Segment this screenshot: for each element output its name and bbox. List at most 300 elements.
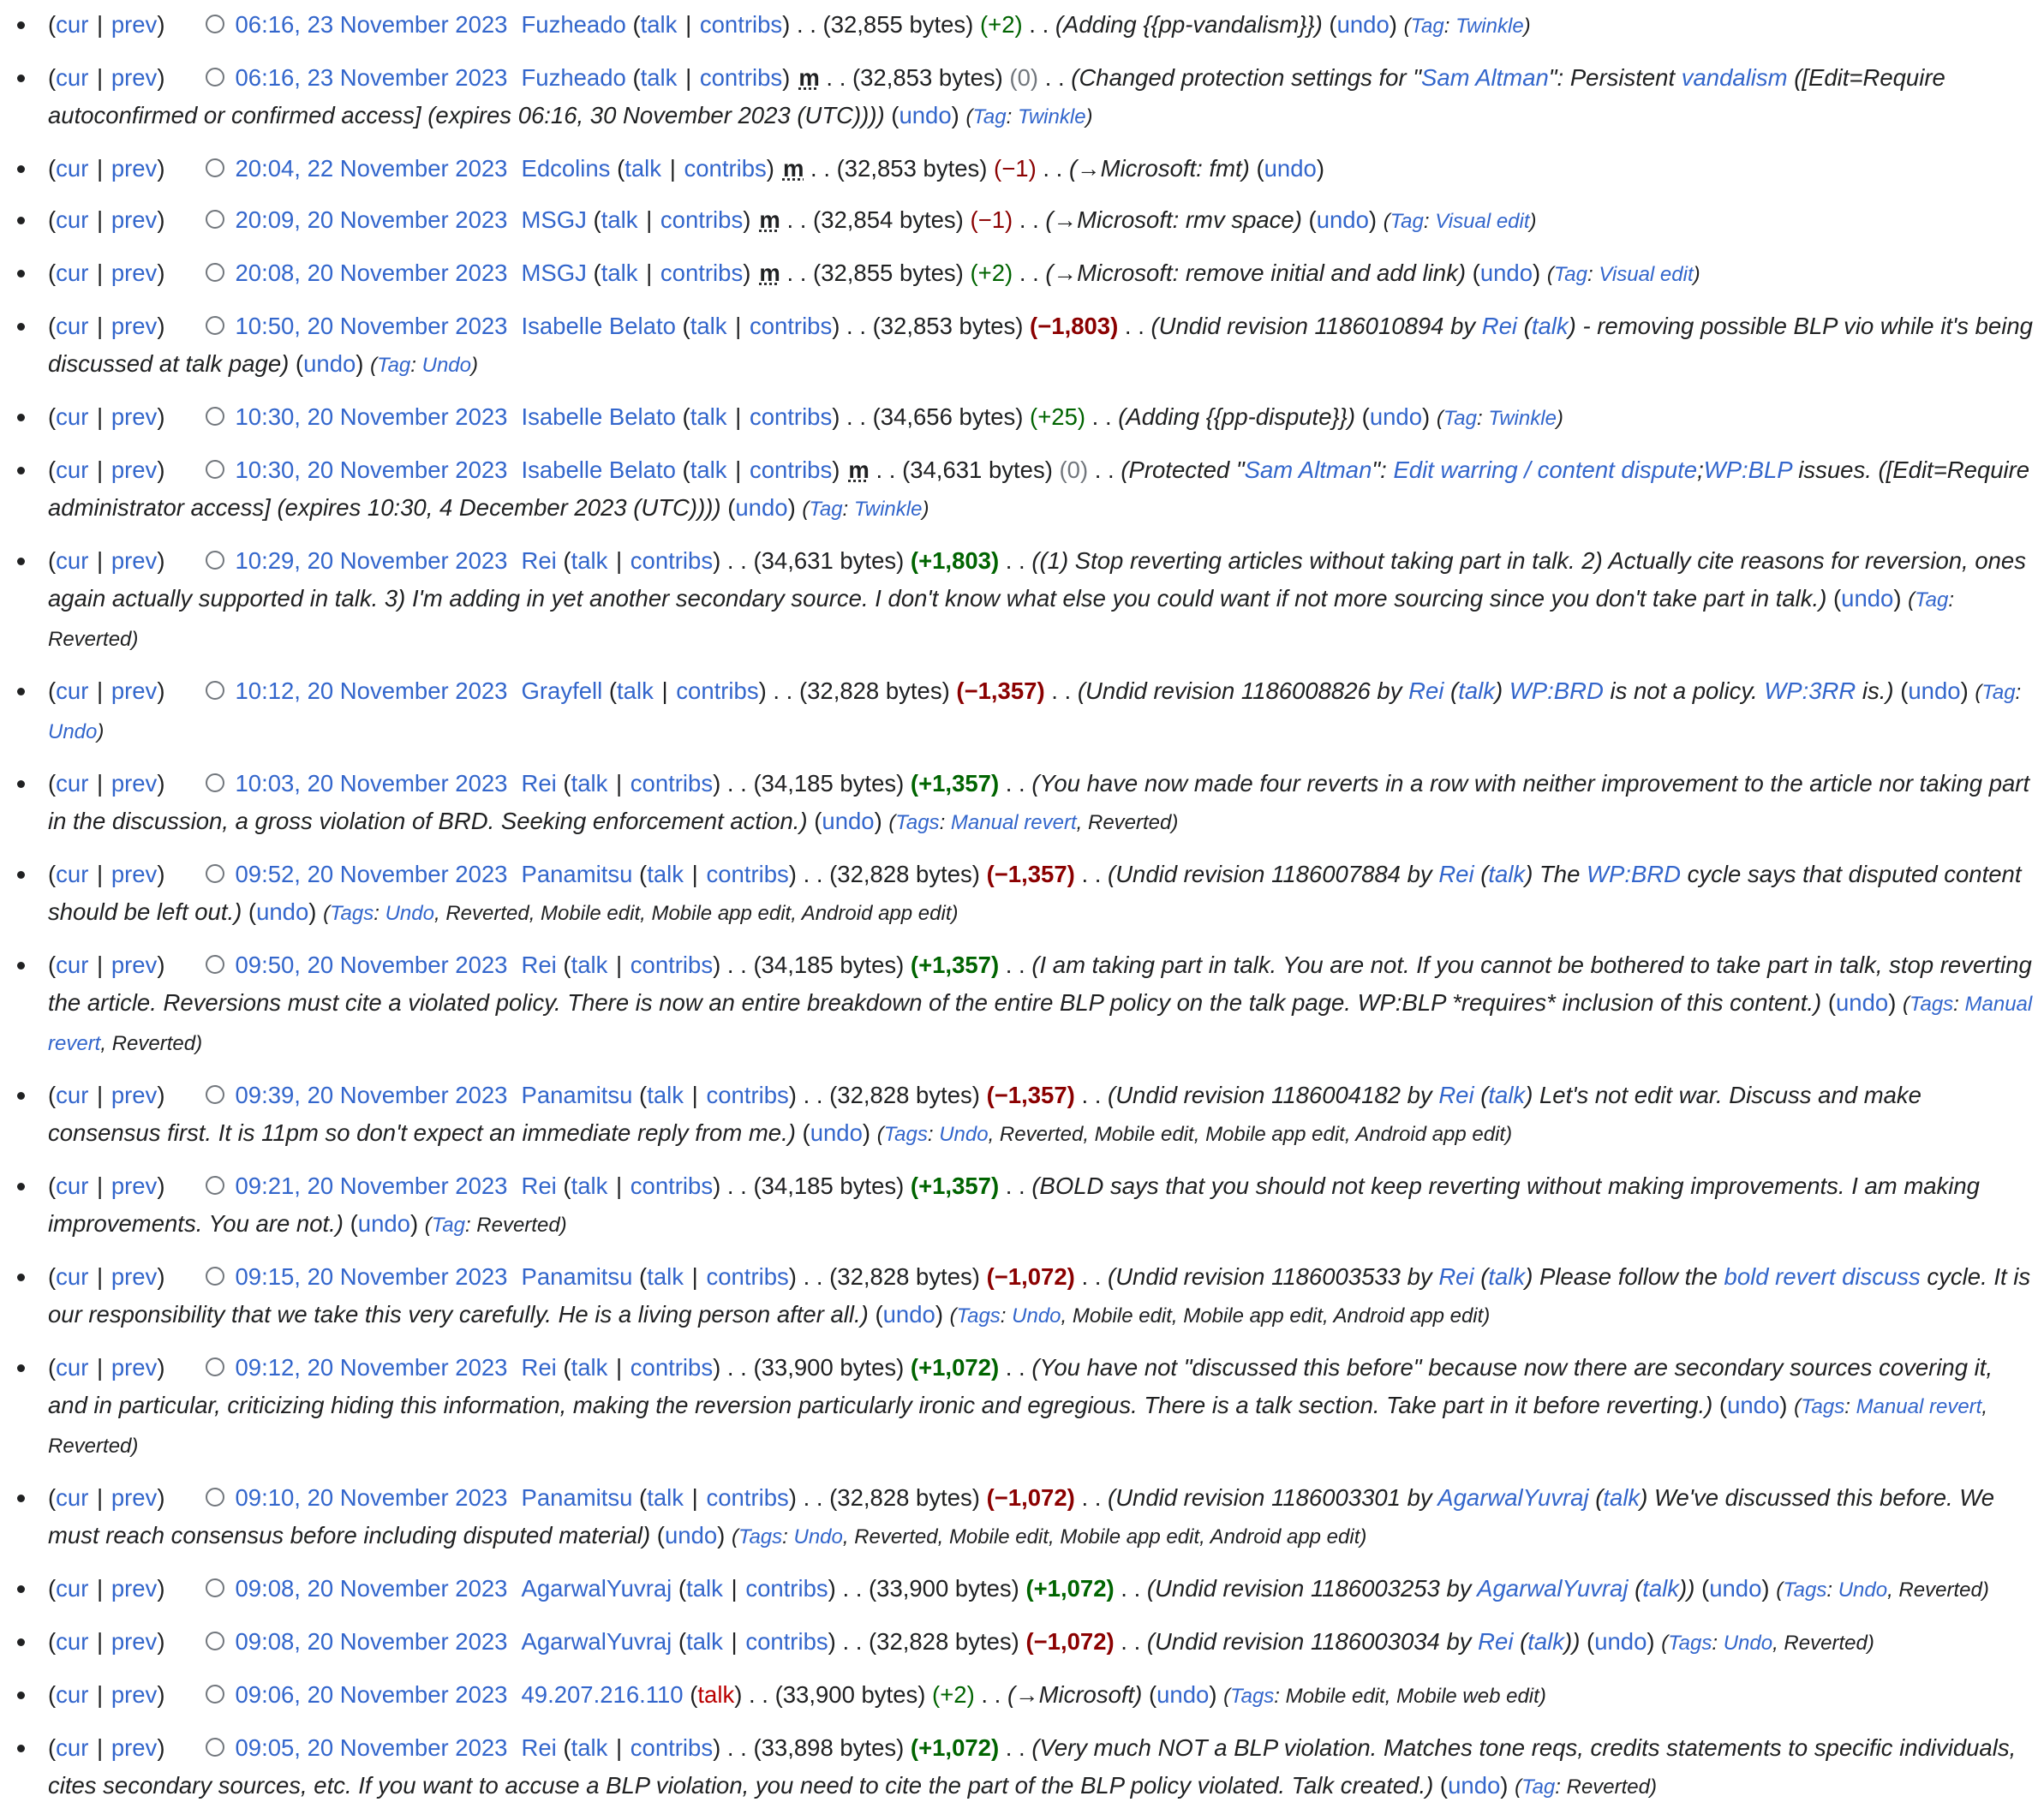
tag-link[interactable]: Undo <box>48 720 98 743</box>
cur-link[interactable]: cur <box>56 952 89 978</box>
undo-link[interactable]: undo <box>357 1210 410 1237</box>
undo-link[interactable]: undo <box>256 898 309 925</box>
revision-tags: (Tags: Undo, Reverted, Mobile edit, Mobile app edit, Android app edit) <box>323 902 959 925</box>
separator: | <box>616 1734 623 1761</box>
revision-select-radio[interactable] <box>206 407 224 426</box>
cur-link[interactable]: cur <box>56 1681 89 1708</box>
tag-link[interactable]: Twinkle <box>1017 105 1086 128</box>
prev-link[interactable]: prev <box>111 1575 158 1602</box>
size-diff-value: 0 <box>1017 64 1031 91</box>
user-link[interactable]: Fuzheado <box>521 64 626 91</box>
size-diff: (−1,357) <box>956 677 1045 704</box>
cur-link[interactable]: cur <box>56 1354 89 1381</box>
revision-date-link[interactable]: 09:21, 20 November 2023 <box>235 1173 508 1199</box>
prev-link[interactable]: prev <box>111 1354 158 1381</box>
revision-date-link[interactable]: 10:30, 20 November 2023 <box>235 403 508 430</box>
separator: | <box>97 1734 104 1761</box>
summary-text: →Microsoft <box>1015 1681 1135 1708</box>
tags-label-link[interactable]: Tags <box>1668 1632 1712 1655</box>
separator: | <box>97 770 104 797</box>
user-contribs-link[interactable]: contribs <box>749 403 833 430</box>
summary-text: →Microsoft: rmv space <box>1053 206 1294 233</box>
separator: | <box>97 861 104 887</box>
tag-link[interactable]: Undo <box>1838 1578 1888 1602</box>
cur-link[interactable]: cur <box>56 64 89 91</box>
user-contribs-link[interactable]: contribs <box>630 952 714 978</box>
revision-select-radio[interactable] <box>206 864 224 883</box>
prev-link[interactable]: prev <box>111 313 158 339</box>
user-contribs-link[interactable]: contribs <box>749 456 833 483</box>
undo-link[interactable]: undo <box>1841 585 1894 612</box>
prev-link[interactable]: prev <box>111 952 158 978</box>
tags-label-link[interactable]: Tag <box>809 498 843 521</box>
undo-link[interactable]: undo <box>1479 260 1533 286</box>
revision-date-link[interactable]: 20:09, 20 November 2023 <box>235 206 508 233</box>
user-link[interactable]: MSGJ <box>521 260 587 286</box>
user-talk-link[interactable]: talk <box>690 456 727 483</box>
revision-date-link[interactable]: 20:08, 20 November 2023 <box>235 260 508 286</box>
minor-edit-marker: m <box>848 456 870 483</box>
separator: | <box>685 11 692 38</box>
size-diff-value: −1,803 <box>1037 313 1111 339</box>
revision-date-link[interactable]: 10:30, 20 November 2023 <box>235 456 508 483</box>
prev-link[interactable]: prev <box>111 677 158 704</box>
user-contribs-link[interactable]: contribs <box>706 1082 789 1108</box>
user-link[interactable]: Rei <box>521 547 557 574</box>
prev-link[interactable]: prev <box>111 770 158 797</box>
tag-link[interactable]: Undo <box>1012 1304 1061 1328</box>
user-link[interactable]: Rei <box>521 952 557 978</box>
user-link[interactable]: Rei <box>521 1173 557 1199</box>
tag-link[interactable]: Twinkle <box>853 498 923 521</box>
user-talk-link[interactable]: talk <box>601 260 638 286</box>
undo-link[interactable]: undo <box>735 494 788 521</box>
edit-summary: ((1) Stop reverting articles without taking part in talk. 2) Actually cite reasons for reversion, ones again actually supported in talk. 3) I'm adding in yet another secondary source. I don't know what else you could want if not more sourcing since you don't take part in talk.) <box>48 547 2026 612</box>
undo-link[interactable]: undo <box>1369 403 1423 430</box>
revision-select-radio[interactable] <box>206 1578 224 1597</box>
user-link[interactable]: Isabelle Belato <box>521 313 676 339</box>
undo-link[interactable]: undo <box>810 1119 863 1146</box>
minor-edit-marker: m <box>782 155 804 182</box>
undo-link[interactable]: undo <box>1836 989 1889 1016</box>
tags-label-link[interactable]: Tag <box>377 354 411 377</box>
size-diff: (−1,357) <box>986 861 1075 887</box>
summary-text: cycle. It is our responsibility that we take this very carefully. He is a living person after all. <box>48 1263 2031 1328</box>
user-talk-link[interactable]: talk <box>640 11 678 38</box>
revision-date-link[interactable]: 09:12, 20 November 2023 <box>235 1354 508 1381</box>
user-talk-link[interactable]: talk <box>647 1082 684 1108</box>
summary-link[interactable]: talk <box>1488 1263 1526 1290</box>
user-contribs-link[interactable]: contribs <box>706 1263 789 1290</box>
user-contribs-link[interactable]: contribs <box>630 547 714 574</box>
revision-date-link[interactable]: 20:04, 22 November 2023 <box>235 155 508 182</box>
tags-label-link[interactable]: Tag <box>1915 588 1949 612</box>
prev-link[interactable]: prev <box>111 11 158 38</box>
summary-link[interactable]: WP:BRD <box>1587 861 1682 887</box>
prev-link[interactable]: prev <box>111 1082 158 1108</box>
user-link[interactable]: Rei <box>521 770 557 797</box>
summary-link[interactable]: Rei <box>1478 1628 1514 1655</box>
user-talk-link[interactable]: talk <box>640 64 678 91</box>
summary-text: Undid revision 1186004182 by <box>1115 1082 1439 1108</box>
summary-link[interactable]: Rei <box>1438 861 1474 887</box>
user-link[interactable]: Panamitsu <box>521 1484 633 1511</box>
undo-link[interactable]: undo <box>1908 677 1961 704</box>
tag-text: Mobile edit <box>1072 1304 1172 1328</box>
cur-link[interactable]: cur <box>56 403 89 430</box>
revision-date-link[interactable]: 09:39, 20 November 2023 <box>235 1082 508 1108</box>
user-talk-link[interactable]: talk <box>690 403 727 430</box>
user-link[interactable]: 49.207.216.110 <box>521 1681 684 1708</box>
cur-link[interactable]: cur <box>56 861 89 887</box>
user-link[interactable]: AgarwalYuvraj <box>521 1575 672 1602</box>
separator: | <box>691 1263 698 1290</box>
page-size: (32,853 bytes) <box>872 313 1024 339</box>
undo-link[interactable]: undo <box>1316 206 1369 233</box>
revision-select-radio[interactable] <box>206 1085 224 1104</box>
user-link[interactable]: Isabelle Belato <box>521 403 676 430</box>
user-contribs-link[interactable]: contribs <box>630 1734 714 1761</box>
tag-link[interactable]: Manual revert <box>1856 1395 1982 1418</box>
prev-link[interactable]: prev <box>111 1263 158 1290</box>
summary-link[interactable]: Rei <box>1481 313 1518 339</box>
undo-link[interactable]: undo <box>1709 1575 1762 1602</box>
tag-link[interactable]: Undo <box>939 1123 989 1146</box>
summary-link[interactable]: WP:3RR <box>1764 677 1856 704</box>
prev-link[interactable]: prev <box>111 1681 158 1708</box>
revision-date-link[interactable]: 10:29, 20 November 2023 <box>235 547 508 574</box>
revision-select-radio[interactable] <box>206 460 224 479</box>
cur-link[interactable]: cur <box>56 456 89 483</box>
user-link[interactable]: Edcolins <box>521 155 611 182</box>
edit-summary: (Undid revision 1186003533 by Rei (talk) Please follow the bold revert discuss cycle. It is our responsibility that we take this very carefully. He is a living person after all.) <box>48 1263 2031 1328</box>
tag-link[interactable]: Twinkle <box>1488 407 1557 430</box>
tags-label-link[interactable]: Tags <box>956 1304 1001 1328</box>
user-link[interactable]: AgarwalYuvraj <box>521 1628 672 1655</box>
user-contribs-link[interactable]: contribs <box>699 64 783 91</box>
revision-date-link[interactable]: 06:16, 23 November 2023 <box>235 11 508 38</box>
tags-label-link[interactable]: Tag <box>1443 407 1477 430</box>
prev-link[interactable]: prev <box>111 206 158 233</box>
user-talk-link[interactable]: talk <box>697 1681 735 1708</box>
revision-select-radio[interactable] <box>206 263 224 282</box>
user-link[interactable]: Fuzheado <box>521 11 626 38</box>
prev-link[interactable]: prev <box>111 547 158 574</box>
summary-link[interactable]: Sam Altman <box>1244 456 1372 483</box>
page-size: (34,656 bytes) <box>872 403 1024 430</box>
summary-text: Adding {{pp-dispute}} <box>1126 403 1348 430</box>
user-talk-link[interactable]: talk <box>647 1263 684 1290</box>
tags-label-link[interactable]: Tag <box>1981 681 2016 704</box>
separator: | <box>97 313 104 339</box>
user-talk-link[interactable]: talk <box>686 1575 723 1602</box>
revision-select-radio[interactable] <box>206 1632 224 1650</box>
user-contribs-link[interactable]: contribs <box>706 1484 789 1511</box>
undo-link[interactable]: undo <box>882 1301 935 1328</box>
undo-link[interactable]: undo <box>664 1522 718 1548</box>
revision-date-link[interactable]: 06:16, 23 November 2023 <box>235 64 508 91</box>
tag-link[interactable]: Manual revert <box>950 811 1077 834</box>
cur-link[interactable]: cur <box>56 1628 89 1655</box>
revision-select-radio[interactable] <box>206 1358 224 1376</box>
cur-link[interactable]: cur <box>56 770 89 797</box>
size-diff: (0) <box>1059 456 1089 483</box>
prev-link[interactable]: prev <box>111 861 158 887</box>
cur-link[interactable]: cur <box>56 1484 89 1511</box>
tag-link[interactable]: Undo <box>385 902 434 925</box>
revision-select-radio[interactable] <box>206 210 224 229</box>
tag-text: Reverted <box>476 1214 560 1237</box>
summary-link[interactable]: vandalism <box>1681 64 1788 91</box>
tag-text: Mobile app edit <box>1205 1123 1345 1146</box>
summary-text: ( <box>1473 1082 1489 1108</box>
summary-link[interactable]: AgarwalYuvraj <box>1437 1484 1589 1511</box>
user-contribs-link[interactable]: contribs <box>630 1354 714 1381</box>
revision-select-radio[interactable] <box>206 1685 224 1704</box>
tags-label-link[interactable]: Tags <box>1783 1578 1827 1602</box>
revision-date-link[interactable]: 09:52, 20 November 2023 <box>235 861 508 887</box>
user-contribs-link[interactable]: contribs <box>630 1173 714 1199</box>
revision-date-link[interactable]: 10:03, 20 November 2023 <box>235 770 508 797</box>
page-size: (33,898 bytes) <box>753 1734 905 1761</box>
undo-link[interactable]: undo <box>1264 155 1317 182</box>
revision-select-radio[interactable] <box>206 15 224 33</box>
revision-date-link[interactable]: 09:06, 20 November 2023 <box>235 1681 508 1708</box>
revision-select-radio[interactable] <box>206 1738 224 1757</box>
tags-label-link[interactable]: Tags <box>330 902 374 925</box>
cur-link[interactable]: cur <box>56 1173 89 1199</box>
tag-link[interactable]: Manual revert <box>48 993 2033 1055</box>
revision-date-link[interactable]: 09:08, 20 November 2023 <box>235 1575 508 1602</box>
prev-link[interactable]: prev <box>111 1173 158 1199</box>
summary-text: Protected " <box>1128 456 1245 483</box>
cur-link[interactable]: cur <box>56 547 89 574</box>
revision-select-radio[interactable] <box>206 955 224 974</box>
revision-row: (cur | prev) 09:06, 20 November 2023 49.207.216.110 (talk) . . (33,900 bytes) (+2) . . (→Microsoft) (undo) (Tags: Mobile edit, Mobile web edit) <box>48 1670 2035 1723</box>
user-link[interactable]: Rei <box>521 1734 557 1761</box>
undo-link[interactable]: undo <box>303 350 356 377</box>
revision-select-radio[interactable] <box>206 158 224 177</box>
summary-link[interactable]: AgarwalYuvraj <box>1477 1575 1629 1602</box>
size-diff-value: 0 <box>1067 456 1080 483</box>
user-contribs-link[interactable]: contribs <box>699 11 783 38</box>
size-diff: (−1) <box>994 155 1037 182</box>
user-talk-link[interactable]: talk <box>571 1354 608 1381</box>
undo-link[interactable]: undo <box>899 102 952 128</box>
user-talk-link[interactable]: talk <box>571 770 608 797</box>
cur-link[interactable]: cur <box>56 1575 89 1602</box>
summary-text: ) <box>1679 1575 1688 1602</box>
tags-label-link[interactable]: Tags <box>1230 1685 1275 1708</box>
tags-label-link[interactable]: Tag <box>431 1214 465 1237</box>
user-link[interactable]: Panamitsu <box>521 1082 633 1108</box>
user-talk-link[interactable]: talk <box>617 677 654 704</box>
tag-link[interactable]: Visual edit <box>1599 263 1694 286</box>
revision-date-link[interactable]: 09:15, 20 November 2023 <box>235 1263 508 1290</box>
undo-link[interactable]: undo <box>1156 1681 1210 1708</box>
user-link[interactable]: Panamitsu <box>521 861 633 887</box>
user-contribs-link[interactable]: contribs <box>706 861 789 887</box>
tags-label-link[interactable]: Tags <box>1801 1395 1845 1418</box>
revision-tags: (Tags: Undo, Reverted, Mobile edit, Mobile app edit, Android app edit) <box>731 1525 1367 1548</box>
cur-link[interactable]: cur <box>56 1734 89 1761</box>
revision-date-link[interactable]: 09:10, 20 November 2023 <box>235 1484 508 1511</box>
user-talk-link[interactable]: talk <box>690 313 727 339</box>
prev-link[interactable]: prev <box>111 456 158 483</box>
summary-link[interactable]: Edit warring / content dispute <box>1393 456 1698 483</box>
undo-link[interactable]: undo <box>1448 1772 1501 1799</box>
summary-link[interactable]: talk <box>1603 1484 1641 1511</box>
summary-text: ; <box>1697 456 1704 483</box>
prev-link[interactable]: prev <box>111 155 158 182</box>
summary-text: cycle says that disputed content should be left out. <box>48 861 2022 925</box>
tag-text: Mobile edit <box>1285 1685 1385 1708</box>
tag-text: Android app edit <box>1333 1304 1484 1328</box>
cur-link[interactable]: cur <box>56 155 89 182</box>
user-contribs-link[interactable]: contribs <box>684 155 767 182</box>
revision-date-link[interactable]: 09:08, 20 November 2023 <box>235 1628 508 1655</box>
user-link[interactable]: MSGJ <box>521 206 587 233</box>
summary-link[interactable]: bold revert discuss <box>1724 1263 1921 1290</box>
revision-row: (cur | prev) 09:15, 20 November 2023 Panamitsu (talk | contribs) . . (32,828 bytes) (−1,072) . . (Undid revision 1186003533 by Rei (talk) Please follow the bold revert discuss cycle. It is our responsibility that we take this very carefully. He is a living person after all.) (undo) (Tags: Undo, Mobile edit, Mobile app edit, Android app edit) <box>48 1252 2035 1343</box>
tag-link[interactable]: Twinkle <box>1455 15 1524 38</box>
user-link[interactable]: Panamitsu <box>521 1263 633 1290</box>
revision-select-radio[interactable] <box>206 1488 224 1507</box>
user-talk-link[interactable]: talk <box>571 952 608 978</box>
user-link[interactable]: Isabelle Belato <box>521 456 676 483</box>
page-size: (34,185 bytes) <box>753 770 905 797</box>
tag-text: Reverted <box>1566 1775 1650 1799</box>
cur-link[interactable]: cur <box>56 1082 89 1108</box>
revision-date-link[interactable]: 09:50, 20 November 2023 <box>235 952 508 978</box>
user-talk-link[interactable]: talk <box>571 547 608 574</box>
summary-link[interactable]: talk <box>1527 1628 1565 1655</box>
tags-label-link[interactable]: Tag <box>1390 210 1424 233</box>
cur-link[interactable]: cur <box>56 677 89 704</box>
tags-label-link[interactable]: Tag <box>1521 1775 1556 1799</box>
summary-link[interactable]: talk <box>1488 861 1526 887</box>
revision-select-radio[interactable] <box>206 1267 224 1286</box>
separator: | <box>731 1575 738 1602</box>
summary-link[interactable]: WP:BRD <box>1509 677 1604 704</box>
user-contribs-link[interactable]: contribs <box>660 260 744 286</box>
tags-label-link[interactable]: Tag <box>1553 263 1587 286</box>
user-contribs-link[interactable]: contribs <box>630 770 714 797</box>
summary-link[interactable]: talk <box>1531 313 1569 339</box>
user-contribs-link[interactable]: contribs <box>745 1575 828 1602</box>
tag-text: Android app edit <box>1210 1525 1360 1548</box>
summary-text: ( <box>1473 1263 1489 1290</box>
revision-date-link[interactable]: 09:05, 20 November 2023 <box>235 1734 508 1761</box>
tag-text: Reverted <box>48 628 132 651</box>
page-size: (32,828 bytes) <box>869 1628 1019 1655</box>
tags-label-link[interactable]: Tag <box>972 105 1007 128</box>
user-contribs-link[interactable]: contribs <box>749 313 833 339</box>
cur-link[interactable]: cur <box>56 260 89 286</box>
tag-link[interactable]: Undo <box>793 1525 843 1548</box>
prev-link[interactable]: prev <box>111 64 158 91</box>
tag-link[interactable]: Undo <box>1723 1632 1773 1655</box>
tag-link[interactable]: Undo <box>421 354 471 377</box>
revision-tags: (Tags: Mobile edit, Mobile web edit) <box>1223 1685 1546 1708</box>
user-talk-link[interactable]: talk <box>647 861 684 887</box>
revision-tags: (Tags: Manual revert, Reverted) <box>48 1395 1987 1458</box>
summary-link[interactable]: talk <box>1458 677 1495 704</box>
user-talk-link[interactable]: talk <box>571 1734 608 1761</box>
user-talk-link[interactable]: talk <box>625 155 662 182</box>
page-size: (33,900 bytes) <box>869 1575 1019 1602</box>
user-talk-link[interactable]: talk <box>601 206 638 233</box>
summary-text: →Microsoft: fmt <box>1077 155 1242 182</box>
undo-link[interactable]: undo <box>1727 1392 1780 1418</box>
revision-select-radio[interactable] <box>206 681 224 700</box>
revision-select-radio[interactable] <box>206 316 224 335</box>
summary-link[interactable]: Rei <box>1438 1082 1474 1108</box>
separator: | <box>97 206 104 233</box>
edit-summary: (Undid revision 1186003301 by AgarwalYuvraj (talk) We've discussed this before. We must reach consensus before including disputed material) <box>48 1484 1995 1548</box>
cur-link[interactable]: cur <box>56 313 89 339</box>
user-contribs-link[interactable]: contribs <box>676 677 759 704</box>
revision-select-radio[interactable] <box>206 68 224 87</box>
user-contribs-link[interactable]: contribs <box>660 206 744 233</box>
undo-link[interactable]: undo <box>1594 1628 1647 1655</box>
prev-link[interactable]: prev <box>111 260 158 286</box>
tags-label-link[interactable]: Tags <box>738 1525 783 1548</box>
user-link[interactable]: Rei <box>521 1354 557 1381</box>
revision-select-radio[interactable] <box>206 773 224 792</box>
tag-link[interactable]: Visual edit <box>1435 210 1530 233</box>
size-diff-value: −1 <box>1001 155 1029 182</box>
user-talk-link[interactable]: talk <box>571 1173 608 1199</box>
tags-label-link[interactable]: Tags <box>883 1123 928 1146</box>
user-contribs-link[interactable]: contribs <box>745 1628 828 1655</box>
summary-link[interactable]: talk <box>1488 1082 1526 1108</box>
tag-text: Reverted <box>48 1435 132 1458</box>
cur-link[interactable]: cur <box>56 11 89 38</box>
size-diff: (−1,803) <box>1030 313 1119 339</box>
revision-select-radio[interactable] <box>206 551 224 570</box>
summary-link[interactable]: WP:BLP <box>1703 456 1792 483</box>
prev-link[interactable]: prev <box>111 1734 158 1761</box>
user-talk-link[interactable]: talk <box>647 1484 684 1511</box>
summary-link[interactable]: Rei <box>1408 677 1444 704</box>
summary-text: Undid revision 1186008826 by <box>1085 677 1409 704</box>
revision-select-radio[interactable] <box>206 1176 224 1195</box>
user-link[interactable]: Grayfell <box>521 677 603 704</box>
cur-link[interactable]: cur <box>56 206 89 233</box>
user-talk-link[interactable]: talk <box>686 1628 723 1655</box>
cur-link[interactable]: cur <box>56 1263 89 1290</box>
summary-link[interactable]: Sam Altman <box>1421 64 1549 91</box>
revision-date-link[interactable]: 10:12, 20 November 2023 <box>235 677 508 704</box>
summary-text: Undid revision 1186007884 by <box>1115 861 1439 887</box>
tags-label-link[interactable]: Tags <box>1910 993 1954 1016</box>
prev-link[interactable]: prev <box>111 1628 158 1655</box>
revision-date-link[interactable]: 10:50, 20 November 2023 <box>235 313 508 339</box>
edit-summary: (→Microsoft: fmt) <box>1068 155 1250 182</box>
undo-link[interactable]: undo <box>1336 11 1390 38</box>
prev-link[interactable]: prev <box>111 1484 158 1511</box>
edit-summary: (Undid revision 1186003253 by AgarwalYuvraj (talk)) <box>1146 1575 1695 1602</box>
tags-label-link[interactable]: Tag <box>1410 15 1444 38</box>
summary-link[interactable]: talk <box>1642 1575 1680 1602</box>
undo-link[interactable]: undo <box>822 808 875 834</box>
prev-link[interactable]: prev <box>111 403 158 430</box>
tags-label-link[interactable]: Tags <box>895 811 940 834</box>
summary-text: ) - removing possible BLP vio while it's being discussed at talk page <box>48 313 2033 377</box>
summary-link[interactable]: Rei <box>1438 1263 1474 1290</box>
summary-text: ( <box>1443 677 1459 704</box>
